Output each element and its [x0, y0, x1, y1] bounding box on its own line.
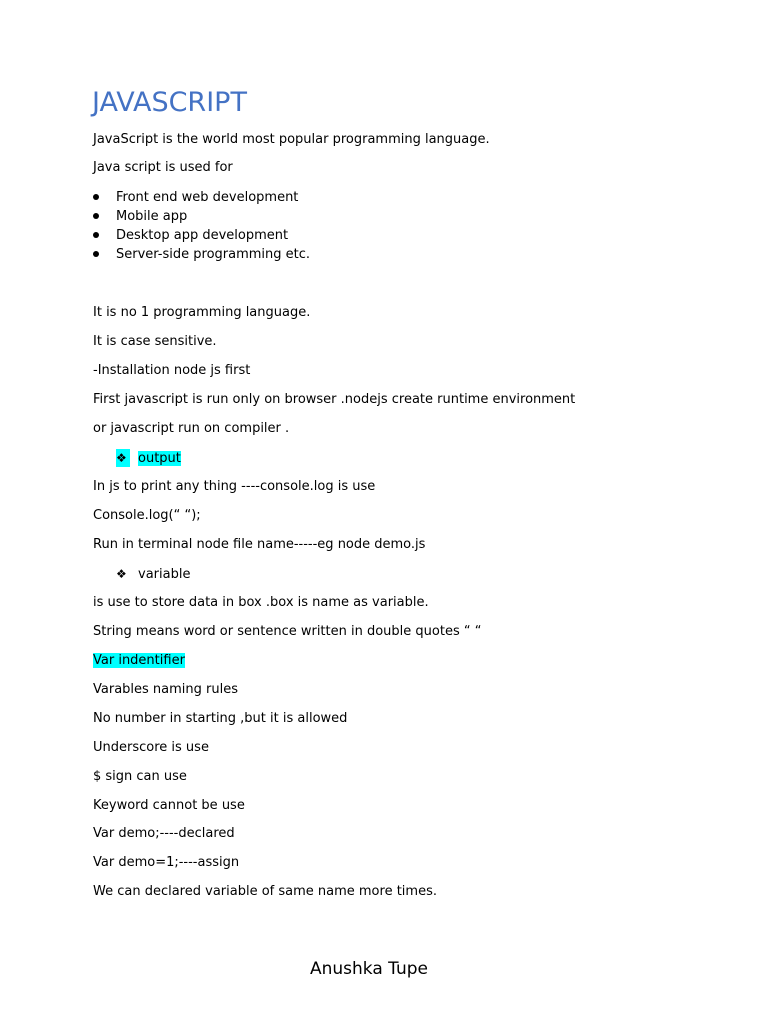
dollar-rule-text: $ sign can use	[93, 769, 187, 784]
console-log-text: Console.log(“ “);	[93, 508, 201, 523]
list-item-text: Mobile app	[116, 209, 188, 224]
keyword-rule-text: Keyword cannot be use	[93, 798, 245, 813]
bullet-icon	[93, 213, 99, 219]
store-data-text: is use to store data in box .box is name as variable.	[93, 595, 429, 610]
string-text: String means word or sentence written in double quotes “ “	[93, 624, 482, 639]
browser-text: First javascript is run only on browser .nodejs create runtime environment	[93, 392, 576, 407]
footer-author: Anushka Tupe	[309, 959, 428, 979]
list-item	[93, 226, 310, 245]
variable-heading	[116, 565, 190, 584]
underscore-rule-text: Underscore is use	[93, 740, 209, 755]
bullet-icon	[93, 251, 99, 257]
document-title: JAVASCRIPT	[92, 87, 247, 118]
naming-rules-text: Varables naming rules	[93, 682, 238, 697]
print-text: In js to print any thing ----console.log is use	[93, 479, 376, 494]
assign-text: Var demo=1;----assign	[93, 855, 240, 870]
var-identifier-text	[93, 652, 185, 670]
var-identifier-highlight: Var indentifier	[93, 653, 185, 668]
number-rule-text: No number in starting ,but it is allowed	[93, 711, 348, 726]
list-item-text: Desktop app development	[116, 228, 289, 243]
bullet-icon	[93, 194, 99, 200]
list-item-text: Front end web development	[116, 190, 299, 205]
uses-list	[93, 188, 310, 264]
output-heading	[116, 449, 181, 468]
case-sensitive-text: It is case sensitive.	[93, 334, 217, 349]
installation-text: -Installation node js first	[93, 363, 251, 378]
list-item	[93, 207, 310, 226]
declared-text: Var demo;----declared	[93, 826, 235, 841]
diamond-bullet-icon: ❖	[116, 567, 127, 581]
output-heading-text: output	[138, 451, 181, 466]
list-item-text: Server-side programming etc.	[116, 247, 311, 262]
same-name-text: We can declared variable of same name more times.	[93, 884, 437, 899]
variable-heading-text: variable	[138, 567, 191, 582]
compiler-text: or javascript run on compiler .	[93, 421, 290, 436]
bullet-icon	[93, 232, 99, 238]
no1-text: It is no 1 programming language.	[93, 305, 311, 320]
used-for-text: Java script is used for	[93, 160, 233, 175]
diamond-bullet-icon: ❖	[116, 449, 130, 467]
list-item	[93, 245, 310, 264]
terminal-text: Run in terminal node file name-----eg node demo.js	[93, 537, 426, 552]
intro-text: JavaScript is the world most popular programming language.	[93, 132, 490, 147]
list-item	[93, 188, 310, 207]
